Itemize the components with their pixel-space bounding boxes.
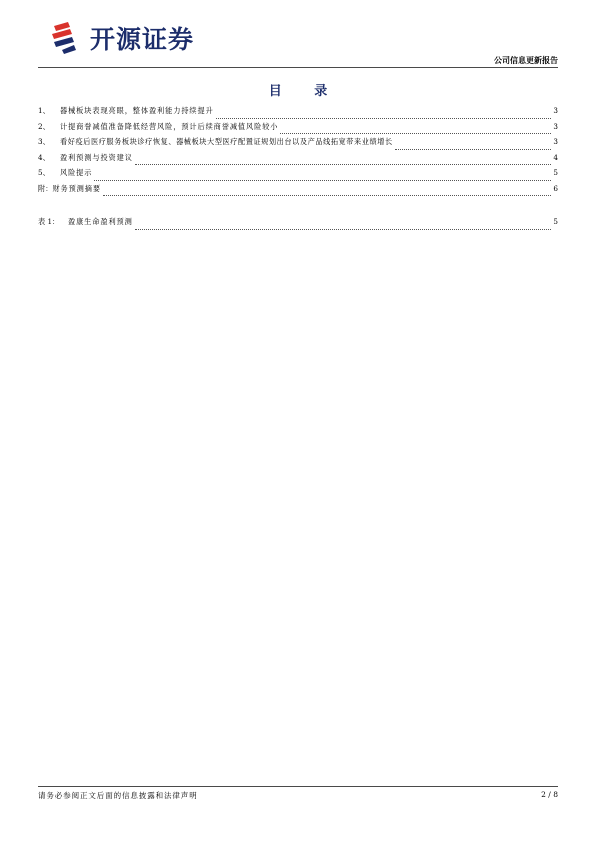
page-header bbox=[38, 16, 558, 68]
toc-entry[interactable] bbox=[38, 153, 558, 169]
toc-entry-page: 6 bbox=[553, 183, 558, 193]
toc-entry-number: 2、 bbox=[38, 121, 50, 131]
toc-entry-title: 财务预测摘要 bbox=[52, 183, 101, 193]
toc-leader-dots bbox=[216, 117, 552, 119]
toc-entry-page: 3 bbox=[553, 137, 558, 146]
footer-divider bbox=[38, 786, 558, 787]
brand-logo-icon bbox=[48, 20, 88, 56]
toc-leader-dots bbox=[395, 148, 552, 150]
toc-leader-dots bbox=[135, 163, 552, 165]
table-entry-title: 盈康生命盈利预测 bbox=[68, 217, 133, 226]
toc-entry-number: 附： bbox=[38, 183, 53, 193]
brand-logo-text: 开源证券 bbox=[90, 25, 195, 54]
toc-entry-number: 3、 bbox=[38, 137, 50, 146]
toc-entry-title: 风险提示 bbox=[60, 168, 93, 177]
toc-entry-page: 4 bbox=[553, 152, 558, 162]
footer-disclaimer: 请务必参阅正文后面的信息披露和法律声明 bbox=[38, 791, 198, 800]
toc-entry-page: 3 bbox=[553, 106, 558, 115]
table-entry-page: 5 bbox=[553, 217, 558, 226]
toc-entry-page: 3 bbox=[553, 121, 558, 131]
toc-entry[interactable] bbox=[38, 168, 558, 184]
table-entry-number: 表 1： bbox=[38, 217, 60, 226]
toc-entry[interactable] bbox=[38, 137, 558, 153]
toc-leader-dots bbox=[135, 228, 552, 230]
toc-entry-title: 看好疫后医疗服务板块诊疗恢复、器械板块大型医疗配置证规划出台以及产品线拓宽带来业绩增长 bbox=[60, 137, 393, 146]
table-list bbox=[38, 217, 558, 233]
toc-list bbox=[38, 106, 558, 199]
report-type-label: 公司信息更新报告 bbox=[494, 56, 558, 65]
toc-entry-number: 4、 bbox=[38, 152, 50, 162]
brand-logo bbox=[48, 18, 194, 58]
toc-entry-number: 1、 bbox=[38, 106, 50, 115]
header-divider bbox=[38, 67, 558, 68]
toc-entry[interactable] bbox=[38, 122, 558, 138]
table-entry[interactable] bbox=[38, 217, 558, 233]
toc-entry-page: 5 bbox=[553, 168, 558, 177]
toc-entry-title: 器械板块表现亮眼，整体盈利能力持续提升 bbox=[60, 106, 214, 115]
toc-title: 目 录 bbox=[268, 84, 342, 99]
toc-entry-number: 5、 bbox=[38, 168, 50, 177]
toc-leader-dots bbox=[103, 194, 552, 196]
toc-entry[interactable] bbox=[38, 106, 558, 122]
toc-entry-title: 计提商誉减值准备降低经营风险，预计后续商誉减值风险较小 bbox=[60, 121, 279, 131]
toc-leader-dots bbox=[280, 132, 551, 134]
toc-leader-dots bbox=[94, 179, 551, 181]
toc-entry-title: 盈利预测与投资建议 bbox=[60, 152, 133, 162]
toc-entry[interactable] bbox=[38, 184, 558, 200]
page-number: 2 / 8 bbox=[541, 790, 558, 799]
